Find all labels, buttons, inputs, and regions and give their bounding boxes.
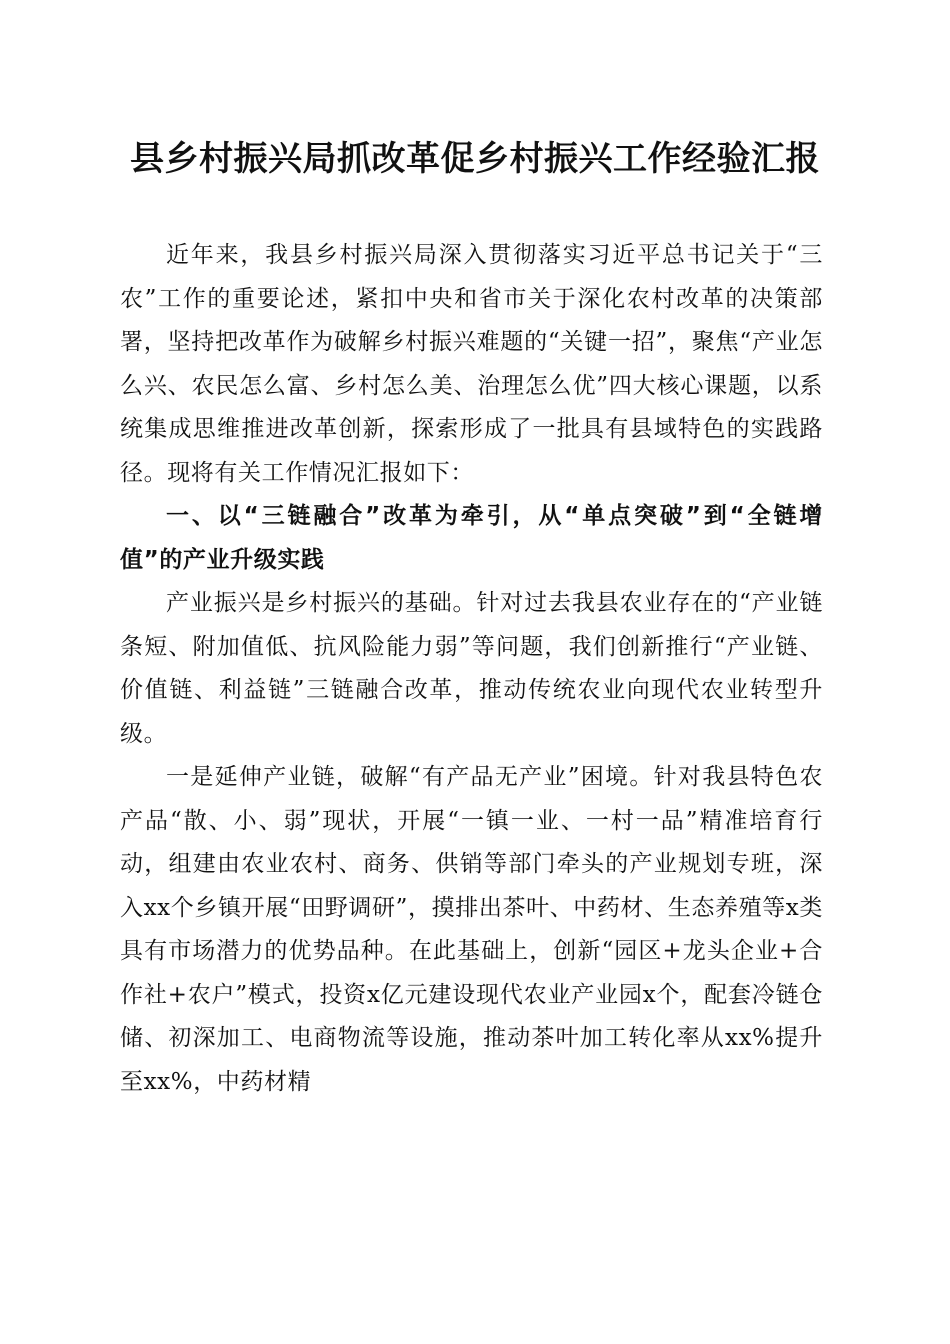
section-heading: 一、以“三链融合”改革为牵引，从“单点突破”到“全链增值”的产业升级实践 (120, 503, 823, 573)
section-paragraph: 一是延伸产业链，破解“有产品无产业”困境。针对我县特色农产品“散、小、弱”现状，开展“一镇一业、一村一品”精准培育行动，组建由农业农村、商务、供销等部门牵头的产业规划专班，深入xx个乡镇开展“田野调研”，摸排出茶叶、中药材、生态养殖等x类具有市场潜力的优势品种。在此基础上，创新“园区+龙头企业+合作社+农户”模式，投资x亿元建设现代农业产业园x个，配套冷链仓储、初深加工、电商物流等设施，推动茶叶加工转化率从xx%提升至xx%，中药材精 (120, 764, 823, 1095)
document-body (120, 234, 823, 1104)
document-title: 县乡村振兴局抓改革促乡村振兴工作经验汇报 (130, 139, 820, 179)
section-paragraph: 产业振兴是乡村振兴的基础。针对过去我县农业存在的“产业链条短、附加值低、抗风险能力弱”等问题，我们创新推行“产业链、价值链、利益链”三链融合改革，推动传统农业向现代农业转型升级。 (120, 590, 823, 747)
intro-paragraph: 近年来，我县乡村振兴局深入贯彻落实习近平总书记关于“三农”工作的重要论述，紧扣中央和省市关于深化农村改革的决策部署，坚持把改革作为破解乡村振兴难题的“关键一招”，聚焦“产业怎么兴、农民怎么富、乡村怎么美、治理怎么优”四大核心课题，以系统集成思维推进改革创新，探索形成了一批具有县域特色的实践路径。现将有关工作情况汇报如下： (120, 242, 823, 486)
